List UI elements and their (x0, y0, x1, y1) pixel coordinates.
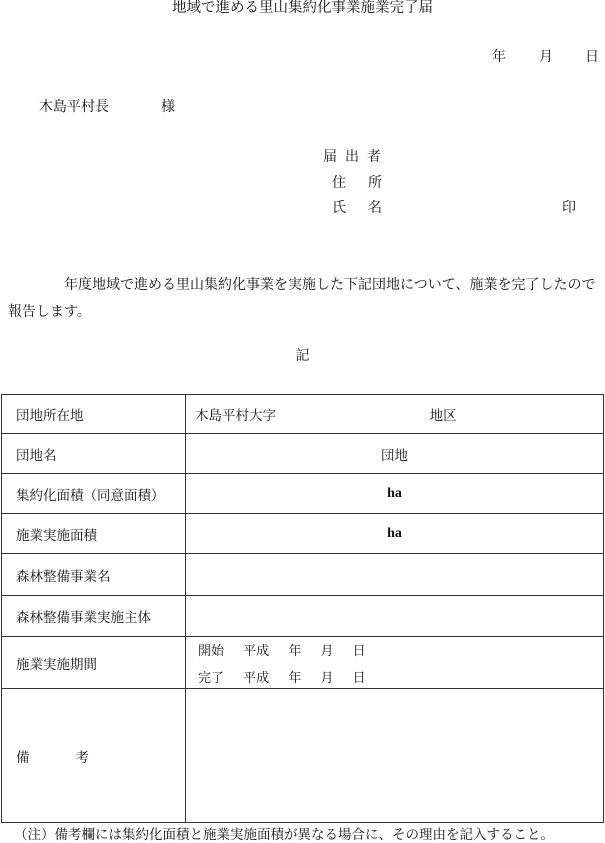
period-end-day: 日 (352, 670, 366, 686)
remarks-value (186, 689, 604, 823)
period-end-era: 平成 (243, 670, 270, 686)
danchi-name-value: 団地 (186, 434, 604, 474)
applicant-heading: 届出者 (323, 149, 389, 165)
forest-project-entity-label: 森林整備事業実施主体 (2, 596, 186, 637)
applicant-address-label: 住所 (332, 175, 404, 191)
report-body-text: 年度地域で進める里山集約化事業を実施した下記団地について、施業を完了したので報告します。 (8, 277, 596, 320)
consolidated-area-unit: ha (387, 486, 402, 501)
table-row-location (2, 395, 604, 434)
report-form-table (1, 394, 604, 823)
location-label: 団地所在地 (2, 395, 186, 434)
location-prefix: 木島平村大字 (195, 408, 276, 424)
period-end-line (186, 667, 603, 686)
addressee-name: 木島平村長 (39, 99, 109, 115)
location-suffix: 地区 (429, 408, 457, 424)
period-start-day: 日 (352, 643, 366, 659)
period-start-month: 月 (320, 643, 334, 659)
forest-project-entity-value (186, 596, 604, 637)
consolidated-area-label: 集約化面積（同意面積） (2, 474, 186, 514)
period-end-label: 完了 (198, 670, 225, 686)
period-end-month: 月 (320, 670, 334, 686)
date-day-label: 日 (585, 49, 599, 65)
table-row-forest-project-entity (2, 596, 604, 637)
period-start-year: 年 (288, 643, 302, 659)
period-value-cell (186, 637, 604, 689)
period-start-era: 平成 (243, 643, 270, 659)
table-row-forest-project-name (2, 554, 604, 596)
date-year-label: 年 (492, 49, 506, 65)
table-row-remarks (2, 689, 604, 823)
applicant-name-label: 氏名 (332, 200, 404, 216)
implementation-area-value-cell (186, 514, 604, 554)
date-month-label: 月 (539, 49, 553, 65)
implementation-area-label: 施業実施面積 (2, 514, 186, 554)
consolidated-area-value-cell (186, 474, 604, 514)
period-end-year: 年 (288, 670, 302, 686)
table-row-consolidated-area (2, 474, 604, 514)
table-row-implementation-area (2, 514, 604, 554)
document-title: 地域で進める里山集約化事業施業完了届 (172, 0, 433, 16)
table-row-period (2, 637, 604, 689)
seal-mark-label: 印 (562, 200, 576, 216)
danchi-name-label: 団地名 (2, 434, 186, 474)
period-start-line (186, 640, 603, 659)
addressee-honorific: 様 (161, 99, 175, 115)
location-value-cell (186, 395, 604, 434)
table-row-danchi-name (2, 434, 604, 474)
remarks-label: 備考 (2, 689, 186, 823)
ki-heading: 記 (295, 348, 310, 364)
implementation-area-unit: ha (387, 526, 402, 541)
period-start-label: 開始 (198, 643, 225, 659)
footnote: （注）備考欄には集約化面積と施業実施面積が異なる場合に、その理由を記入すること。 (14, 827, 554, 843)
period-label: 施業実施期間 (2, 637, 186, 689)
forest-project-name-label: 森林整備事業名 (2, 554, 186, 596)
forest-project-name-value (186, 554, 604, 596)
